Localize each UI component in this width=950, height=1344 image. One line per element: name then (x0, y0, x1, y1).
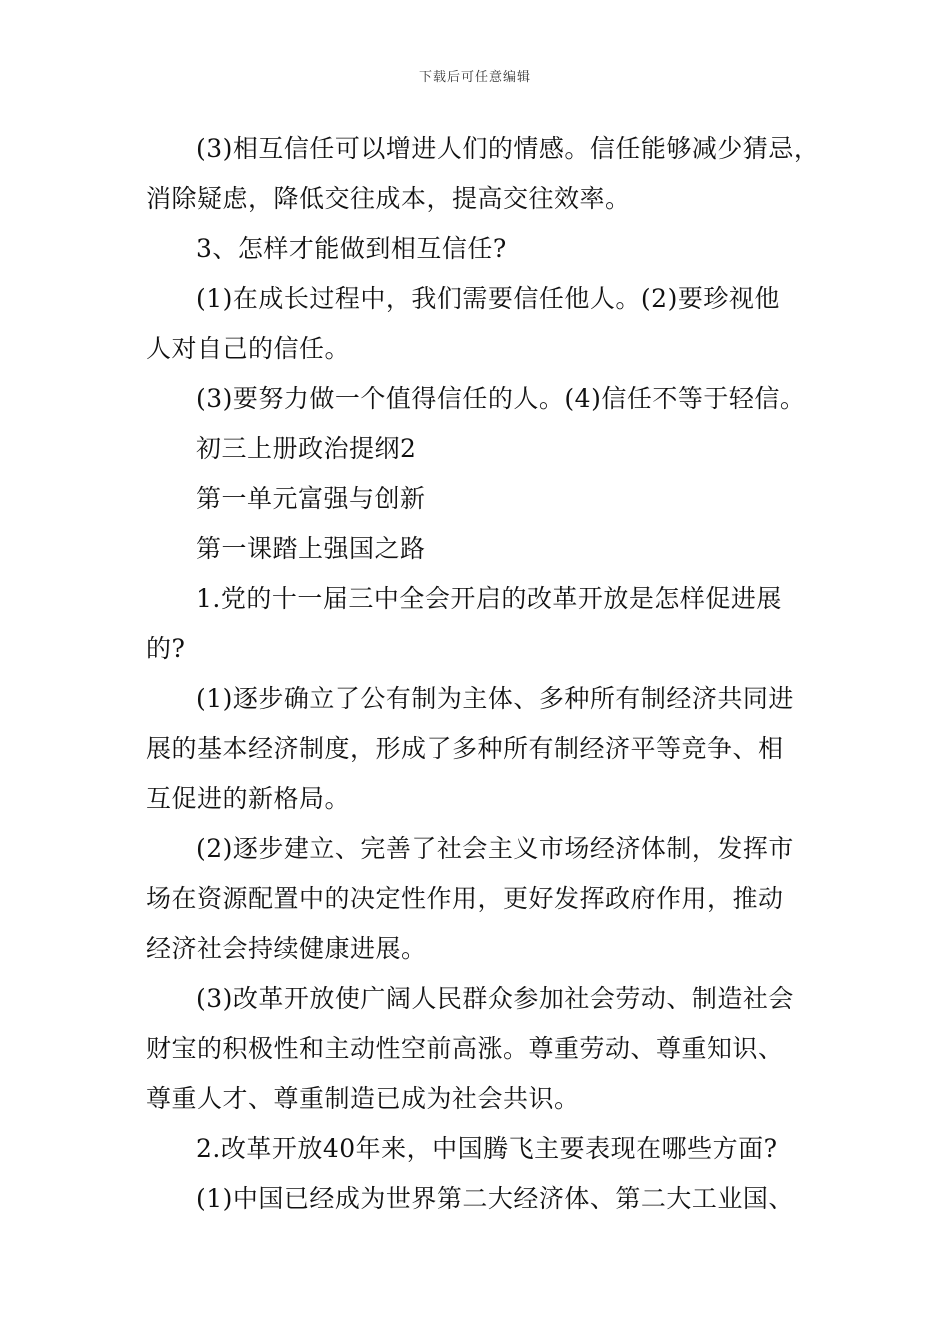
paragraph (146, 974, 814, 1124)
paragraph (146, 674, 814, 824)
text-line: 财宝的积极性和主动性空前高涨。尊重劳动、尊重知识、 (146, 1034, 784, 1063)
paragraph (146, 574, 814, 674)
paragraph (146, 824, 814, 974)
paragraph (146, 374, 814, 424)
paragraph (146, 1124, 814, 1174)
page-header: 下载后可任意编辑 (418, 70, 531, 85)
text-line: 经济社会持续健康进展。 (146, 934, 427, 963)
text-line: 初三上册政治提纲2 (196, 434, 417, 463)
text-line: (3)要努力做一个值得信任的人。(4)信任不等于轻信。 (196, 384, 806, 413)
text-line: 2.改革开放40年来，中国腾飞主要表现在哪些方面? (196, 1134, 778, 1163)
document-body (146, 124, 820, 1224)
text-line: 1.党的十一届三中全会开启的改革开放是怎样促进展 (196, 584, 782, 613)
text-line: (3)相互信任可以增进人们的情感。信任能够减少猜忌， (196, 134, 820, 163)
paragraph (146, 474, 814, 524)
text-line: (3)改革开放使广阔人民群众参加社会劳动、制造社会 (196, 984, 794, 1013)
text-line: 消除疑虑，降低交往成本，提高交往效率。 (146, 184, 631, 213)
text-line: (1)在成长过程中，我们需要信任他人。(2)要珍视他 (196, 284, 780, 313)
text-line: (1)逐步确立了公有制为主体、多种所有制经济共同进 (196, 684, 794, 713)
text-line: (1)中国已经成为世界第二大经济体、第二大工业国、 (196, 1184, 794, 1213)
paragraph (146, 224, 814, 274)
text-line: 3、怎样才能做到相互信任? (196, 234, 507, 263)
paragraph (146, 124, 820, 224)
text-line: 尊重人才、尊重制造已成为社会共识。 (146, 1084, 580, 1113)
text-line: 第一课踏上强国之路 (196, 534, 426, 563)
text-line: 互促进的新格局。 (146, 784, 351, 813)
paragraph (146, 524, 814, 574)
paragraph (146, 1174, 814, 1224)
text-line: 的? (146, 634, 186, 663)
text-line: 第一单元富强与创新 (196, 484, 426, 513)
text-line: 人对自己的信任。 (146, 334, 351, 363)
paragraph (146, 274, 814, 374)
paragraph (146, 424, 814, 474)
text-line: 展的基本经济制度，形成了多种所有制经济平等竞争、相 (146, 734, 784, 763)
text-line: 场在资源配置中的决定性作用，更好发挥政府作用，推动 (146, 884, 784, 913)
text-line: (2)逐步建立、完善了社会主义市场经济体制，发挥市 (196, 834, 794, 863)
